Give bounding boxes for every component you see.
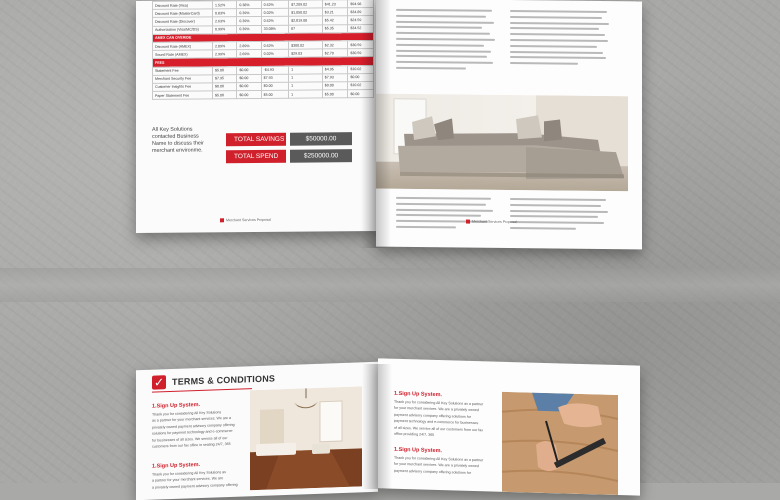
table-cell: 0.62%: [261, 17, 289, 25]
sofa: [256, 443, 296, 456]
text-line: privately owned payment advisory company offering: [152, 422, 235, 430]
table-cell: $5.35: [322, 24, 348, 32]
table-cell: $7,209.02: [289, 0, 323, 8]
bottom-left-page: [136, 362, 378, 500]
table-cell: Customer Insights Fee: [153, 83, 213, 92]
section-heading: 1.Sign Up System.: [152, 461, 200, 470]
text-line: for your merchant services. We are a privately owned: [394, 406, 479, 413]
table-cell: Authorization (Visa/MC/DS): [153, 25, 213, 34]
table-cell: 0.02%: [261, 8, 289, 16]
table-cell: $7.93: [322, 73, 348, 81]
total-savings-label: TOTAL SAVINGS: [226, 133, 286, 147]
top-left-page: [136, 0, 376, 233]
table-cell: $30.59: [348, 49, 374, 57]
text-line: payment advisory company offering solutions for: [394, 468, 472, 475]
table-cell: Sound Rate (AMEX): [153, 50, 213, 59]
text-line: as a partner for your merchant services. We are a: [152, 416, 232, 424]
section-text: [152, 468, 247, 491]
bottom-spine-shadow: [362, 364, 392, 489]
text-line: payment technology and e-commerce for businesses: [394, 419, 479, 426]
text-line: of all sizes. We service all of our customers from our fax: [394, 425, 484, 432]
table-cell: 0.62%: [261, 0, 289, 8]
table-cell: 2.63%: [213, 17, 237, 25]
table-cell: $0.00: [348, 73, 374, 81]
table-cell: 1: [289, 65, 323, 73]
table-cell: Discount Rate (Visa): [153, 1, 213, 10]
rates-table: [152, 0, 374, 100]
table-cell: $10.02: [348, 81, 374, 89]
table-cell: $5.00: [213, 91, 237, 99]
table-cell: $0.00: [237, 91, 261, 99]
table-cell: -$4.93: [261, 66, 289, 74]
table-cell: $5.00: [261, 90, 289, 98]
window: [320, 401, 342, 442]
table-cell: 1: [289, 74, 323, 82]
table-section-label: AMEX CAN OVERIDE: [153, 32, 374, 42]
section-heading: 1.Sign Up System.: [394, 446, 442, 455]
table-cell: $0.00: [237, 66, 261, 74]
living-room-photo: [250, 386, 362, 490]
table-cell: $24.59: [348, 16, 374, 24]
top-right-page: [376, 0, 642, 249]
table-cell: $3.21: [322, 8, 348, 16]
table-cell: 2.89%: [237, 41, 261, 49]
table-cell: $0.00: [261, 82, 289, 90]
text-line: Thank you for considering All Key Solutions: [152, 410, 222, 417]
table-cell: $30.59: [348, 40, 374, 48]
table-cell: 33.08%: [261, 25, 289, 33]
table-cell: Merchant Security Fee: [153, 75, 213, 84]
body-text-column-3: [396, 197, 496, 233]
footer-square-icon: [220, 218, 224, 222]
table-cell: 0.02%: [261, 49, 289, 57]
table-cell: Discount Rate (Discover): [153, 17, 213, 26]
text-line: for your merchant services. We are a privately owned: [394, 462, 479, 469]
title-underline: [152, 388, 252, 393]
table-cell: $2.32: [322, 41, 348, 49]
footer-text: Merchant Services Proposal: [226, 217, 271, 223]
table-cell: 1: [289, 90, 323, 98]
table-row: [153, 90, 374, 100]
note-text: [152, 126, 204, 154]
table-cell: 0.39%: [237, 9, 261, 17]
table-section-label: FEES: [153, 57, 374, 67]
table-cell: $41.23: [322, 0, 348, 8]
text-line: office providing 24/7, 365: [394, 431, 435, 437]
body-text-column-4: [510, 198, 610, 234]
table-cell: 0.39%: [237, 25, 261, 33]
table-cell: $29.03: [289, 49, 323, 57]
total-savings-value: $50000.00: [290, 132, 352, 146]
table-cell: $7.95: [213, 74, 237, 82]
table-cell: $0.00: [213, 83, 237, 91]
table-cell: 1: [289, 82, 323, 90]
section-text: [394, 455, 498, 477]
table-cell: $10.02: [348, 65, 374, 73]
text-line: Thank you for considering All Key Solutions as: [152, 470, 226, 477]
terms-title: TERMS & CONDITIONS: [172, 373, 276, 387]
table-cell: $0.00: [348, 90, 374, 98]
note-line: contacted Business: [152, 133, 199, 140]
body-text-column-2: [510, 10, 610, 69]
table-cell: 0.39%: [237, 17, 261, 25]
table-cell: Discount Rate (AMEX): [153, 42, 213, 51]
table-cell: 0.38%: [237, 0, 261, 8]
table-cell: $5.42: [322, 16, 348, 24]
text-line: payment advisory company offering solutions for: [394, 412, 472, 419]
note-line: All Key Solutions: [152, 126, 193, 133]
text-line: a partner for your merchant services. We are: [152, 476, 224, 484]
table-cell: $4.95: [322, 65, 348, 73]
table-cell: Discount Rate (MasterCard): [153, 9, 213, 18]
table-cell: $0.00: [237, 74, 261, 82]
table-cell: $34.89: [348, 8, 374, 16]
total-spend-label: TOTAL SPEND: [226, 150, 286, 164]
woodworking-photo: [502, 392, 618, 495]
table-cell: $5.00: [322, 90, 348, 98]
armchair: [312, 443, 330, 454]
table-cell: $5.00: [213, 66, 237, 74]
table-cell: 2.99%: [213, 50, 237, 58]
section-heading: 1.Sign Up System.: [394, 390, 442, 399]
text-line: customers from our fax office in seating 24/7, 365: [152, 441, 231, 449]
text-line: for businesses of all sizes. We service all of our: [152, 435, 228, 443]
table-cell: $1,050.02: [289, 8, 323, 16]
table-cell: 87: [289, 24, 323, 32]
table-cell: Statement Fee: [153, 66, 213, 75]
cushion: [544, 119, 562, 141]
text-line: solutions for payment technology and e-commerce: [152, 429, 233, 436]
table-cell: $7.93: [261, 74, 289, 82]
table-cell: $300.02: [289, 41, 323, 49]
top-spine-shadow: [361, 0, 391, 248]
text-line: Thank you for considering All Key Solutions as a partner: [394, 399, 484, 407]
background-band: [0, 268, 780, 302]
bottom-right-page: [378, 358, 640, 495]
checkmark-icon: ✓: [153, 375, 165, 390]
sofa-photo: [376, 94, 628, 192]
table-cell: $0.00: [237, 82, 261, 90]
footer-text: Merchant Services Proposal: [472, 219, 517, 225]
note-line: Name to discuss their: [152, 140, 204, 147]
table-cell: Paper Statement Fee: [153, 91, 213, 100]
table-cell: 0.83%: [213, 9, 237, 17]
section-text: [152, 408, 247, 450]
footer-square-icon: [466, 220, 470, 224]
table-cell: $2.70: [322, 49, 348, 57]
text-line: Thank you for considering All Key Solutions as a partner: [394, 455, 484, 463]
note-line: merchant environme.: [152, 147, 203, 154]
page-footer: [220, 218, 271, 222]
table-cell: $34.52: [348, 24, 374, 32]
section-text: [394, 399, 498, 440]
table-cell: $94.98: [348, 0, 374, 8]
table-cell: 0.99%: [213, 25, 237, 33]
cushion: [516, 115, 542, 139]
table-cell: 2.89%: [213, 42, 237, 50]
table-cell: 0.62%: [261, 41, 289, 49]
total-spend-value: $250000.00: [290, 149, 352, 163]
page-footer: [466, 220, 517, 225]
table-cell: 2.69%: [237, 50, 261, 58]
section-heading: 1.Sign Up System.: [152, 401, 200, 410]
table-cell: $2,819.08: [289, 16, 323, 24]
table-cell: $0.00: [322, 82, 348, 90]
text-line: a privately owned payment advisory company offering: [152, 482, 238, 490]
table-cell: 1.52%: [213, 1, 237, 9]
body-text-column-1: [396, 9, 496, 74]
